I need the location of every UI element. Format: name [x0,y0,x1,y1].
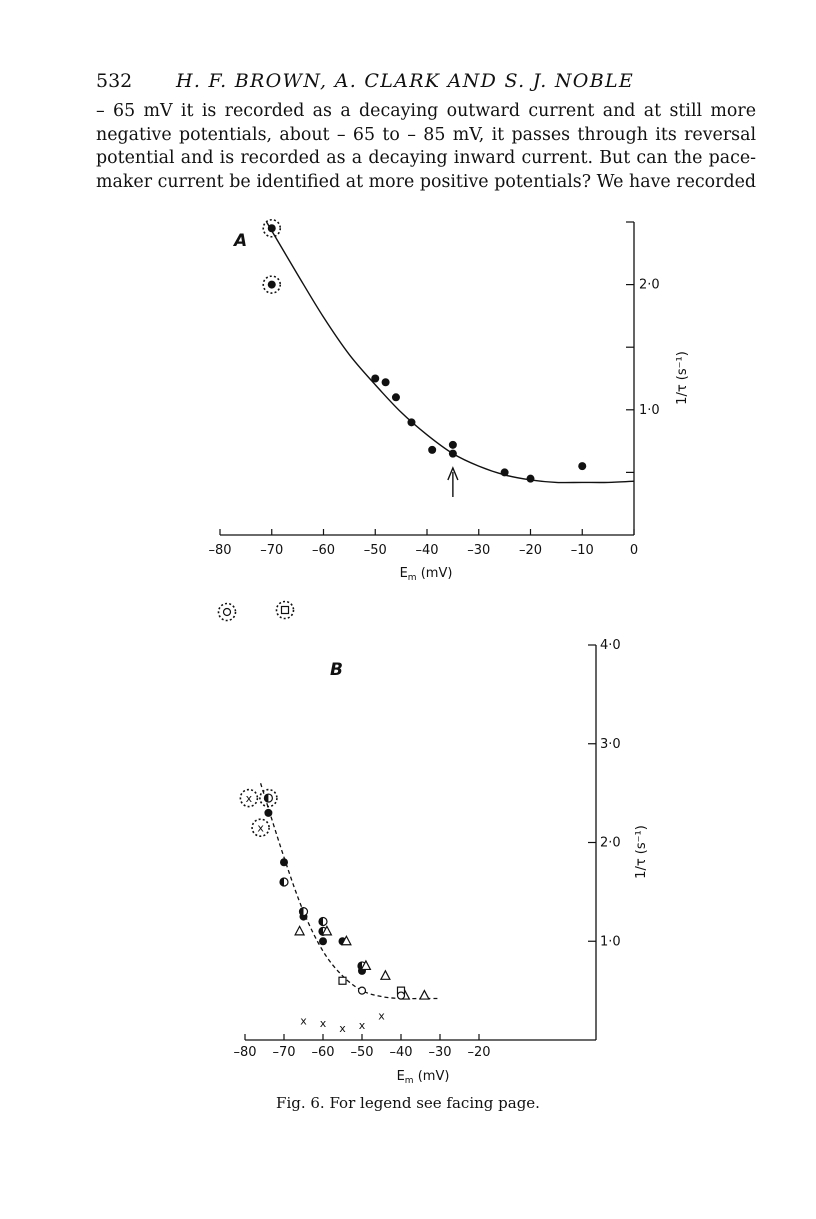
x-tick-label: –50 [363,543,387,558]
data-point-cross: x [339,1022,346,1036]
data-point-open-triangle [295,926,304,935]
y-tick-label: 1·0 [639,402,660,418]
data-point-cross: x [319,1017,327,1031]
data-point-cross: x [300,1014,307,1028]
data-point-filled [280,858,288,866]
data-point-cross: x [245,792,253,806]
x-tick-label: –80 [208,543,232,558]
data-point-open-circle [224,609,231,616]
x-tick-label: –70 [260,543,284,558]
y-tick-label: 3·0 [600,736,621,752]
body-line: negative potentials, about – 65 to – 85 mV, it passes through its reversal [96,124,756,145]
x-tick-label: –20 [518,543,543,558]
data-point-cross: x [378,1009,385,1023]
panel-label: A [234,231,248,251]
page-number: 532 [96,70,133,92]
x-axis-label: $E_m$ (mV) [396,1069,450,1086]
x-tick-label: 0 [629,543,639,558]
running-head: H. F. BROWN, A. CLARK AND S. J. NOBLE [176,70,635,92]
data-point-filled [264,809,272,817]
data-point-filled [428,446,436,454]
body-line: maker current be identified at more positive potentials? We have recorded [96,171,756,192]
data-point-open-triangle [381,971,390,980]
x-tick-label: –80 [233,1045,257,1060]
y-tick-label: 2·0 [639,277,660,293]
data-point-filled [382,378,390,386]
data-point-filled [578,462,586,470]
x-tick-label: –30 [428,1045,452,1060]
x-tick-label: –40 [389,1045,413,1060]
x-tick-label: –30 [467,543,491,558]
data-point-open-circle [398,992,405,999]
data-point-filled [392,393,400,401]
data-point-half-filled [300,908,308,916]
x-tick-label: –60 [311,543,336,558]
data-point-cross: x [257,821,264,835]
x-tick-label: –60 [311,1045,335,1060]
body-line: potential and is recorded as a decaying inward current. But can the pace- [96,148,756,168]
y-tick-label: 4·0 [600,638,621,653]
data-point-filled [407,418,415,426]
data-point-half-filled [319,918,327,926]
y-axis-label: 1/τ (s⁻¹) [675,351,690,405]
x-tick-label: –70 [272,1045,296,1060]
data-point-filled [268,281,276,289]
body-line: – 65 mV it is recorded as a decaying outward current and at still more [96,101,756,121]
data-point-cross: x [358,1019,366,1033]
y-axis-label: 1/τ (s⁻¹) [634,825,649,879]
x-axis-label: $E_m$ (mV) [399,566,453,583]
data-point-open-square [282,607,289,614]
y-tick-label: 2·0 [600,835,621,851]
fit-curve-dashed [261,783,440,998]
panel-b-chart [233,638,649,1086]
figure-caption: Fig. 6. For legend see facing page. [276,1094,540,1112]
data-point-filled [319,937,327,945]
panel-a-chart [208,220,690,621]
x-tick-label: –40 [415,543,439,558]
x-tick-label: –50 [350,1045,374,1060]
data-point-open-square [339,977,346,984]
data-point-half-filled [280,878,288,886]
panel-label: B [330,660,343,680]
x-tick-label: –20 [467,1045,491,1060]
data-point-filled [449,450,457,458]
x-tick-label: –10 [570,543,594,558]
data-point-open-circle [359,987,366,994]
data-point-half-filled [264,794,272,802]
outlier-open-circle [219,604,236,621]
outlier-open-square [277,602,294,619]
data-point-filled [268,224,276,232]
data-point-filled [501,468,509,476]
data-point-filled [449,441,457,449]
data-point-open-triangle [420,991,429,1000]
y-tick-label: 1·0 [600,934,621,950]
data-point-filled [527,475,535,483]
data-point-filled [371,375,379,383]
